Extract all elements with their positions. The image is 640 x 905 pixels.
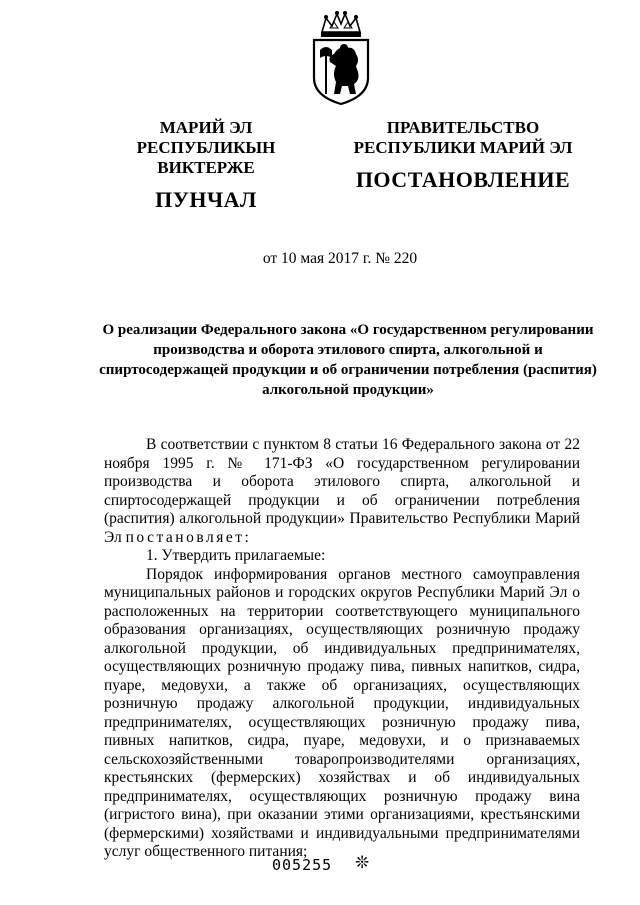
procedure-paragraph: Порядок информирования органов местного самоуправления муниципальных районов и городских округов Республики Марий Эл о расположенных на территории соответствующего муниципального образования организациях, осуществляющих розничную продажу алкогольной продукции, об индивидуальных предпринимателях, осуществляющих розничную продажу пива, пивных напитков, сидра, пуаре, медовухи, а также об организациях, осуществляющих розничную продажу алкогольной продукции, индивидуальных предпринимателях, осуществляющих розничную продажу пива, пивных напитков, сидра, пуаре, медовухи, и о признаваемых сельскохозяйственными товаропроизводителями организациях, крестьянских (фермерских) хозяйствах и об индивидуальных предпринимателях, осуществляющих розничную продажу вина (игристого вина), при оказании этими организациями, крестьянскими (фермерскими) хозяйствами и индивидуальными предпринимателями услуг общественного питания; — [104, 565, 580, 860]
decree-word: постановляет: — [125, 528, 252, 546]
serial-number: 005255 — [272, 856, 333, 874]
header-left — [96, 118, 316, 210]
preamble-paragraph — [104, 436, 580, 547]
document-subject: О реализации Федерального закона «О государственном регулировании производства и оборота этилового спирта, алкогольной и спиртосодержащей продукции и об ограничении потребления (распития) алкогольной продукции» — [99, 322, 597, 398]
date-number-line: от 10 мая 2017 г. № 220 — [262, 250, 418, 267]
org-name-mari: МАРИЙ ЭЛ РЕСПУБЛИКЫН ВИКТЕРЖЕ — [136, 118, 276, 177]
org-name-russian: ПРАВИТЕЛЬСТВО РЕСПУБЛИКИ МАРИЙ ЭЛ — [353, 118, 573, 157]
preamble-text: В соответствии с пунктом 8 статьи 16 Федерального закона от 22 ноября 1995 г. № 171-ФЗ «О государственном регулировании производства и оборота этилового спирта, алкогольной и спиртосодержащей продукции и об ограничении потребления (распития) алкогольной продукции» Правительство Республики Марий Эл — [104, 436, 580, 546]
crown-icon — [321, 11, 361, 37]
item-1-paragraph: 1. Утвердить прилагаемые: — [146, 547, 326, 564]
doc-type-russian: ПОСТАНОВЛЕНИЕ — [355, 167, 571, 192]
header-right — [348, 118, 578, 190]
doc-type-mari: ПУНЧАЛ — [155, 187, 257, 212]
document-body — [104, 436, 580, 862]
asterism-icon: ❊ — [355, 853, 370, 872]
coat-of-arms-icon — [310, 10, 372, 106]
